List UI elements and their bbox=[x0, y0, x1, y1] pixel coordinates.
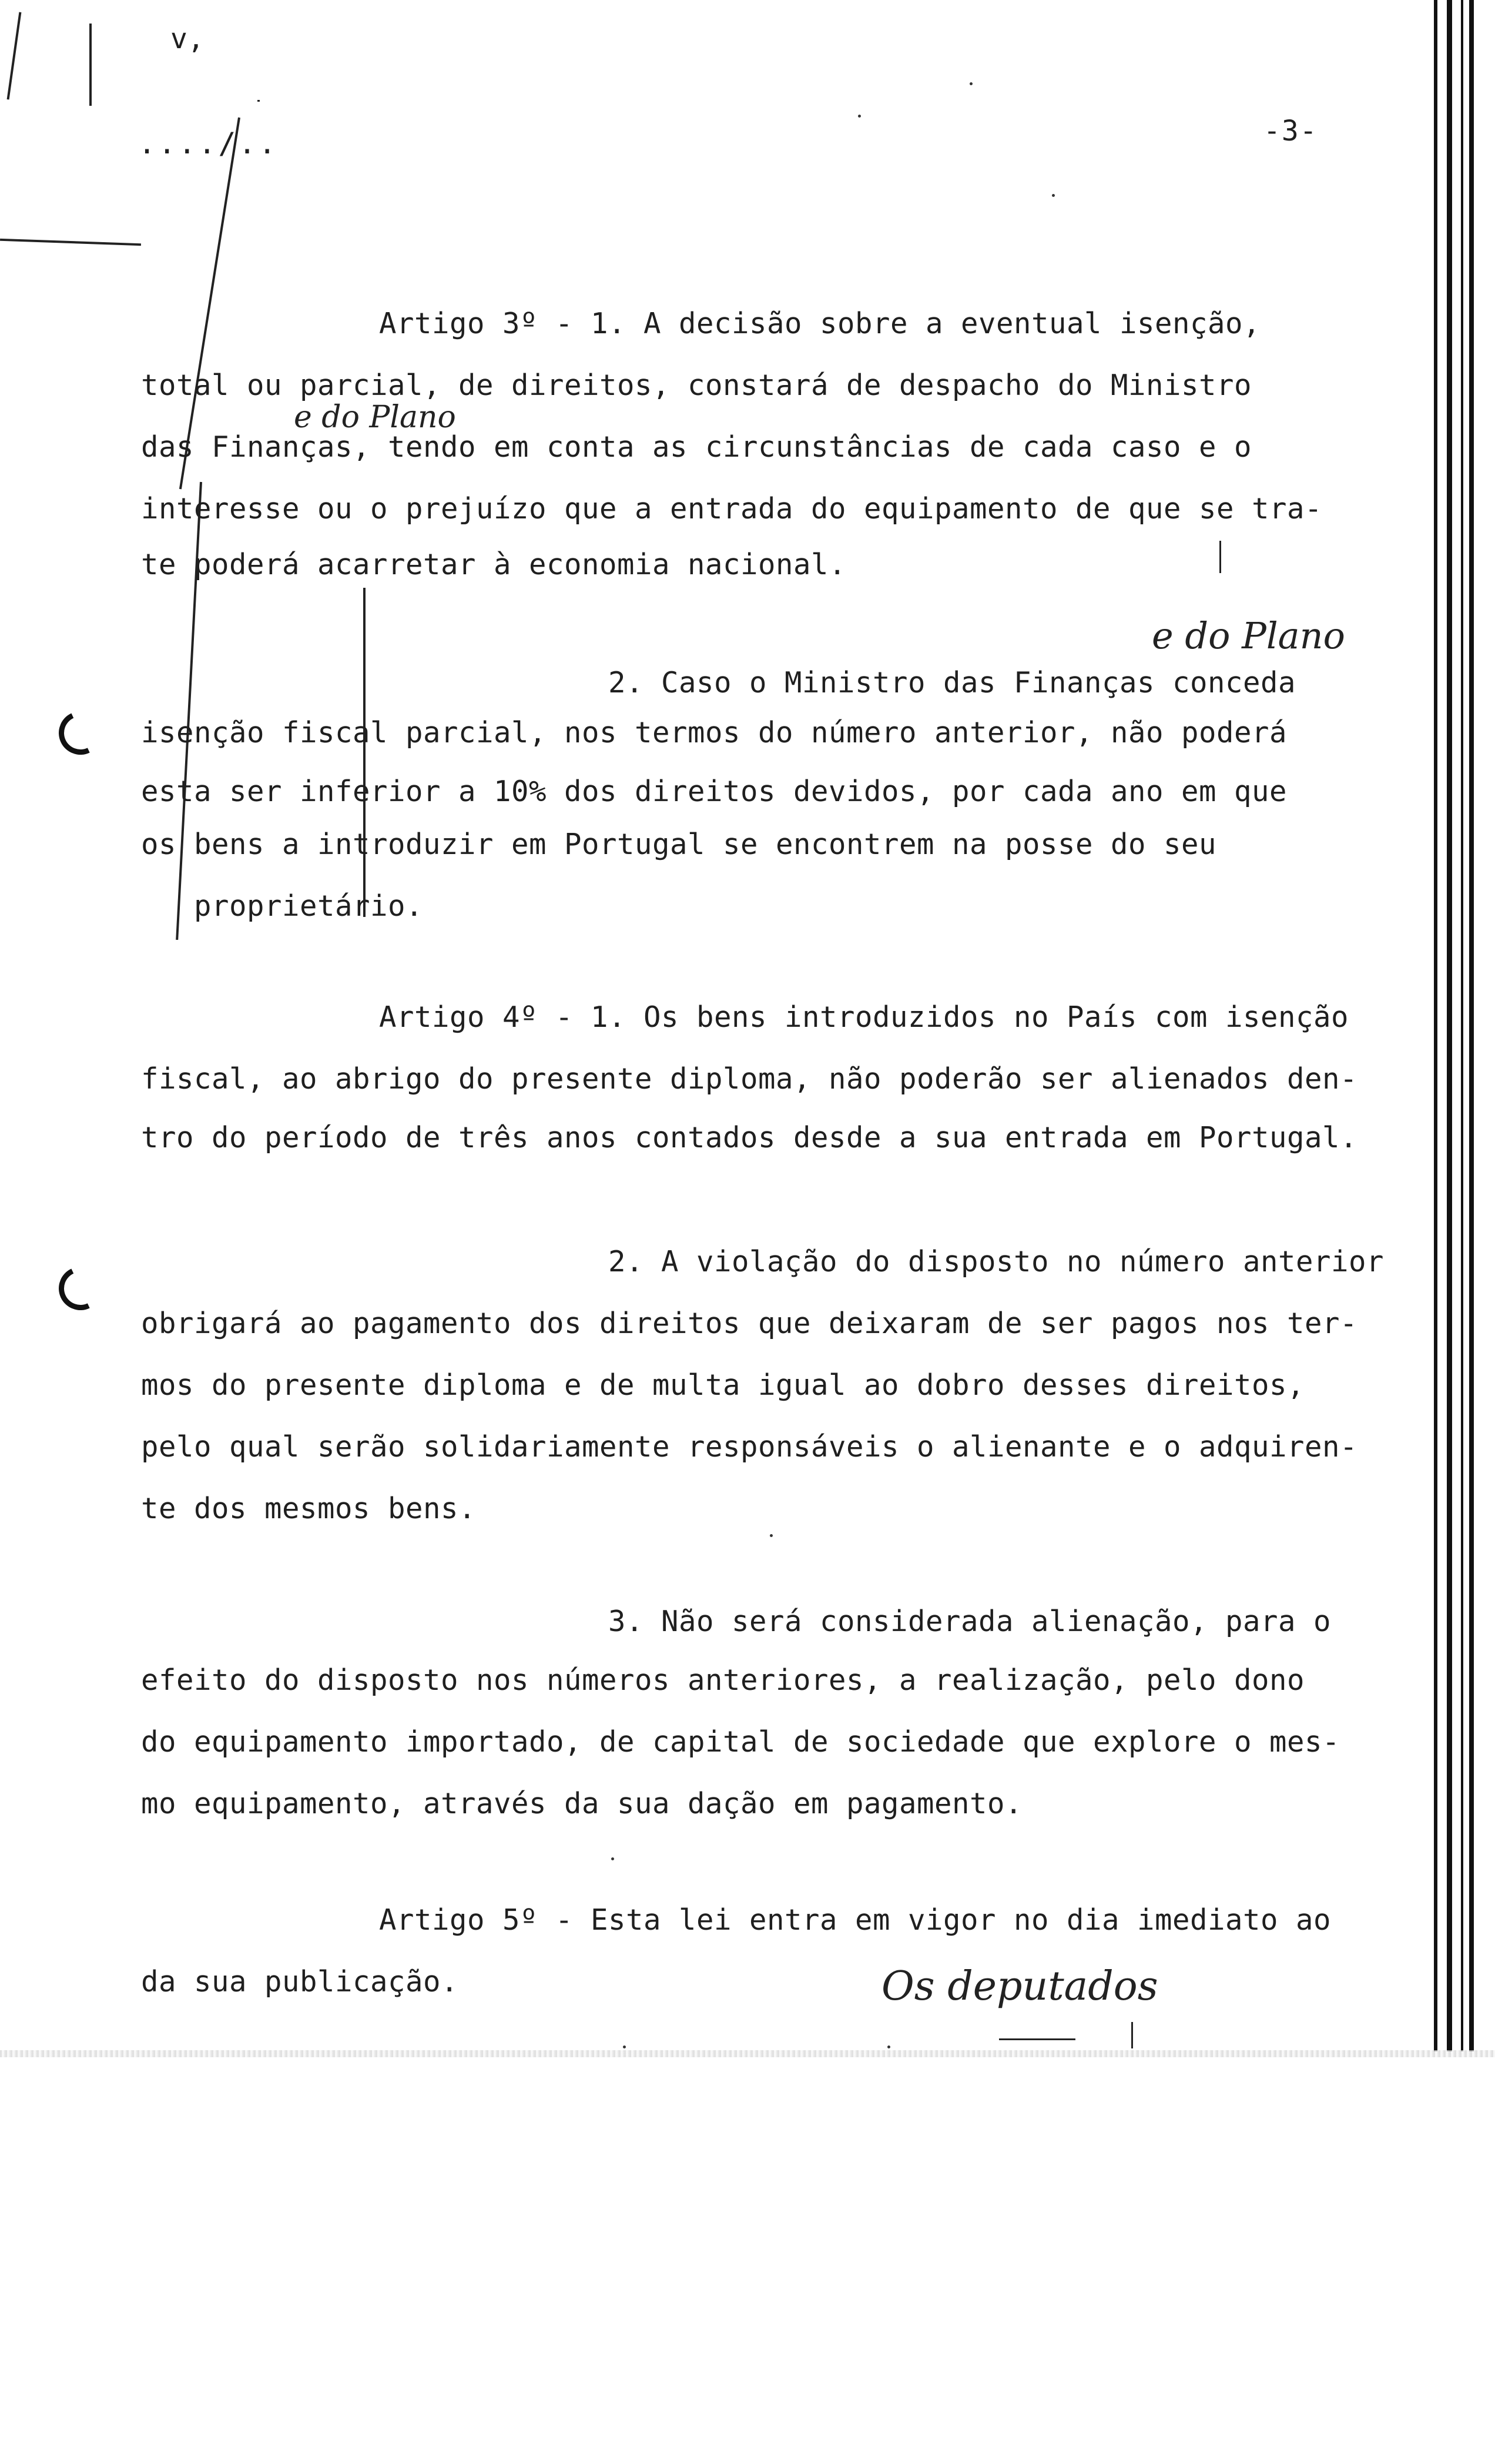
text-line: da sua publicação. bbox=[141, 1965, 459, 1998]
margin-mark bbox=[0, 239, 141, 246]
text-line: esta ser inferior a 10% dos direitos devidos, por cada ano em que bbox=[141, 775, 1288, 808]
margin-mark bbox=[1219, 541, 1221, 573]
text-line: mo equipamento, através da sua dação em pagamento. bbox=[141, 1787, 1023, 1820]
text-line: Artigo 3º - 1. A decisão sobre a eventual isenção, bbox=[379, 307, 1261, 340]
punch-hole-icon bbox=[53, 705, 109, 761]
margin-mark bbox=[257, 100, 260, 102]
speck bbox=[970, 82, 973, 85]
handwritten-insertion: e do Plano bbox=[294, 400, 456, 435]
text-line: os bens a introduzir em Portugal se encontrem na posse do seu bbox=[141, 828, 1217, 861]
text-line: isenção fiscal parcial, nos termos do número anterior, não poderá bbox=[141, 716, 1288, 749]
text-line: efeito do disposto nos números anteriores, a realização, pelo dono bbox=[141, 1663, 1305, 1697]
text-line: pelo qual serão solidariamente responsáveis o alienante e o adquiren- bbox=[141, 1430, 1358, 1464]
text-line: mos do presente diploma e de multa igual ao dobro desses direitos, bbox=[141, 1368, 1305, 1402]
margin-rule bbox=[363, 588, 366, 917]
blank-area bbox=[0, 2057, 1495, 2464]
signature-stroke bbox=[999, 2038, 1075, 2040]
text-line: Artigo 5º - Esta lei entra em vigor no dia imediato ao bbox=[379, 1903, 1332, 1937]
margin-mark bbox=[7, 12, 22, 99]
binding-rail bbox=[1447, 0, 1452, 2051]
speck bbox=[858, 115, 861, 118]
handwritten-insertion: e do Plano bbox=[1152, 614, 1345, 657]
signature-stroke bbox=[1131, 2022, 1133, 2048]
continuation-marker: ..../.. bbox=[138, 126, 279, 160]
speck bbox=[623, 2045, 626, 2048]
text-line: te poderá acarretar à economia nacional. bbox=[141, 548, 847, 581]
speck bbox=[611, 1857, 614, 1860]
binding-rail bbox=[1434, 0, 1437, 2051]
speck bbox=[770, 1534, 773, 1537]
text-line: Artigo 4º - 1. Os bens introduzidos no País com isenção bbox=[379, 1000, 1349, 1034]
text-line: 3. Não será considerada alienação, para o bbox=[608, 1605, 1332, 1638]
tick-mark: v, bbox=[170, 22, 205, 55]
text-line: interesse ou o prejuízo que a entrada do equipamento de que se tra- bbox=[141, 492, 1323, 525]
page-number: -3- bbox=[1263, 115, 1318, 148]
text-line: total ou parcial, de direitos, constará de despacho do Ministro bbox=[141, 369, 1252, 402]
text-line: 2. A violação do disposto no número anterior bbox=[608, 1245, 1385, 1278]
text-line: obrigará ao pagamento dos direitos que deixaram de ser pagos nos ter- bbox=[141, 1307, 1358, 1340]
text-line: fiscal, ao abrigo do presente diploma, não poderão ser alienados den- bbox=[141, 1062, 1358, 1096]
text-line: tro do período de três anos contados desde a sua entrada em Portugal. bbox=[141, 1121, 1358, 1154]
text-line: das Finanças, tendo em conta as circunstâncias de cada caso e o bbox=[141, 430, 1252, 464]
binding-rail bbox=[1461, 0, 1463, 2051]
binding-rail bbox=[1469, 0, 1474, 2051]
margin-mark bbox=[89, 24, 92, 106]
text-line: proprietário. bbox=[194, 889, 424, 923]
text-line: 2. Caso o Ministro das Finanças conceda bbox=[608, 666, 1296, 699]
speck bbox=[1052, 194, 1055, 197]
handwritten-signature: Os deputados bbox=[881, 1963, 1158, 2010]
punch-hole-icon bbox=[53, 1261, 109, 1317]
text-line: do equipamento importado, de capital de sociedade que explore o mes- bbox=[141, 1725, 1340, 1759]
speck bbox=[887, 2045, 890, 2048]
text-line: te dos mesmos bens. bbox=[141, 1492, 477, 1525]
